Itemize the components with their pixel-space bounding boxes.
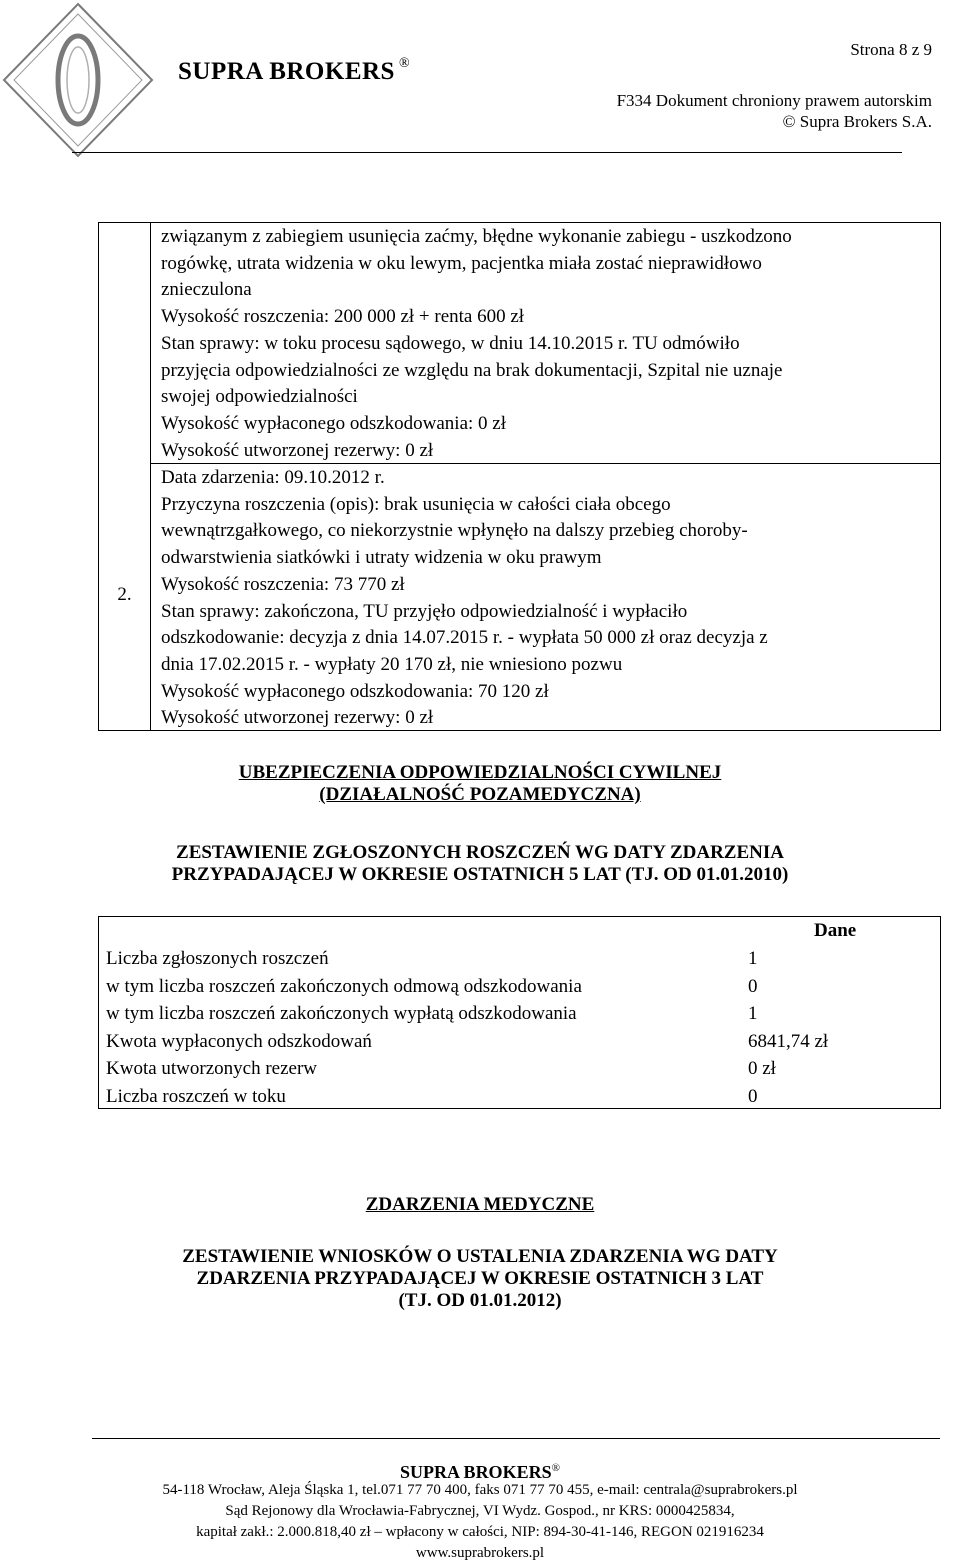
- claim-line: związanym z zabiegiem usunięcia zaćmy, błędne wykonanie zabiegu - uszkodzono: [161, 226, 792, 247]
- footer-address: 54-118 Wrocław, Aleja Śląska 1, tel.071 77 70 400, faks 071 77 70 455, e-mail: centrala@suprabrokers.pl: [162, 1482, 798, 1498]
- claim-line: wewnątrzgałkowego, co niekorzystnie wpłynęło na dalszy przebieg choroby-: [161, 520, 748, 542]
- page-number: Strona 8 z 9: [850, 40, 932, 59]
- stats-column-header: Dane: [814, 920, 857, 941]
- claim-line: Wysokość utworzonej rezerwy: 0 zł: [161, 439, 434, 461]
- table-row: [106, 1000, 928, 1028]
- stat-label: Liczba roszczeń w toku: [106, 1085, 286, 1107]
- stats-rows: [106, 945, 928, 1110]
- claim-line: odwarstwienia siatkówki i utraty widzenia w oku prawym: [161, 547, 602, 569]
- section-medical-subtitle: ZESTAWIENIE WNIOSKÓW O USTALENIA ZDARZENIA WG DATY ZDARZENIA PRZYPADAJĄCEJ W OKRESIE OSTATNICH 3 LAT (TJ. OD 01.01.2012): [182, 1246, 778, 1311]
- footer-court: Sąd Rejonowy dla Wrocławia-Fabrycznej, VI Wydz. Gospod., nr KRS: 0000425834,: [225, 1503, 735, 1519]
- stat-label: Liczba zgłoszonych roszczeń: [106, 948, 329, 969]
- footer-divider: [92, 1438, 940, 1439]
- stat-label: Kwota wypłaconych odszkodowań: [106, 1030, 372, 1052]
- stat-label: w tym liczba roszczeń zakończonych wypłatą odszkodowania: [106, 1003, 577, 1024]
- footer-capital: kapitał zakł.: 2.000.818,40 zł – wpłacony w całości, NIP: 894-30-41-146, REGON 021916234: [196, 1524, 764, 1540]
- claim-line: Wysokość wypłaconego odszkodowania: 0 zł: [161, 412, 506, 434]
- section-oc-subtitle: ZESTAWIENIE ZGŁOSZONYCH ROSZCZEŃ WG DATY ZDARZENIA PRZYPADAJĄCEJ W OKRESIE OSTATNICH 5 LAT (TJ. OD 01.01.2010): [171, 842, 789, 885]
- claim-line: Data zdarzenia: 09.10.2012 r.: [161, 467, 385, 488]
- claim-line: Wysokość roszczenia: 73 770 zł: [161, 573, 405, 595]
- document-info: [617, 90, 932, 132]
- stat-value: 0 zł: [748, 1058, 776, 1079]
- table-row: [106, 1028, 928, 1056]
- supra-brokers-logo: [0, 0, 175, 165]
- claim-line: Wysokość roszczenia: 200 000 zł + renta 600 zł: [161, 306, 525, 328]
- table-row: [106, 973, 928, 1001]
- stat-value: 1: [748, 948, 758, 969]
- claim-line: Wysokość utworzonej rezerwy: 0 zł: [161, 707, 434, 729]
- claim-line: Wysokość wypłaconego odszkodowania: 70 120 zł: [161, 680, 549, 702]
- stat-value: 6841,74 zł: [748, 1030, 829, 1052]
- claim-2-description: [161, 465, 937, 732]
- claim-number: 2.: [117, 584, 132, 605]
- stat-value: 0: [748, 975, 758, 997]
- section-oc-title: UBEZPIECZENIA ODPOWIEDZIALNOŚCI CYWILNEJ (DZIAŁALNOŚĆ POZAMEDYCZNA): [238, 762, 722, 805]
- footer-website-link[interactable]: www.suprabrokers.pl: [415, 1545, 545, 1561]
- claim-line: swojej odpowiedzialności: [161, 386, 358, 408]
- footer-brand: SUPRA BROKERS®: [400, 1462, 560, 1482]
- header-brand: SUPRA BROKERS ®: [178, 56, 411, 85]
- claim-line: Stan sprawy: zakończona, TU przyjęło odpowiedzialność i wypłaciło: [161, 600, 688, 622]
- claim-1-description: [161, 224, 937, 464]
- footer-info: [0, 1480, 960, 1564]
- header-divider: [72, 152, 902, 153]
- claim-line: rogówkę, utrata widzenia w oku lewym, pacjentka miała zostać nieprawidłowo: [161, 252, 762, 274]
- table-row: [106, 1083, 928, 1111]
- claim-line: znieczulona: [161, 279, 252, 301]
- claim-line: Stan sprawy: w toku procesu sądowego, w dniu 14.10.2015 r. TU odmówiło: [161, 332, 740, 354]
- claim-line: odszkodowanie: decyzja z dnia 14.07.2015 r. - wypłata 50 000 zł oraz decyzja z: [161, 627, 768, 649]
- doc-owner: © Supra Brokers S.A.: [782, 112, 932, 131]
- claim-line: Przyczyna roszczenia (opis): brak usunięcia w całości ciała obcego: [161, 493, 671, 515]
- stat-label: w tym liczba roszczeń zakończonych odmową odszkodowania: [106, 975, 582, 997]
- table-row: [106, 945, 928, 973]
- table-row: [106, 1055, 928, 1083]
- section-medical-title: ZDARZENIA MEDYCZNE: [365, 1194, 595, 1215]
- stat-value: 1: [748, 1003, 758, 1024]
- claim-line: dnia 17.02.2015 r. - wypłaty 20 170 zł, nie wniesiono pozwu: [161, 653, 623, 675]
- doc-copyright-notice: F334 Dokument chroniony prawem autorskim: [616, 91, 932, 110]
- claim-line: przyjęcia odpowiedzialności ze względu na brak dokumentacji, Szpital nie uznaje: [161, 359, 783, 381]
- claims-number-column: [98, 222, 151, 731]
- stat-value: 0: [748, 1085, 758, 1107]
- stat-label: Kwota utworzonych rezerw: [106, 1058, 318, 1079]
